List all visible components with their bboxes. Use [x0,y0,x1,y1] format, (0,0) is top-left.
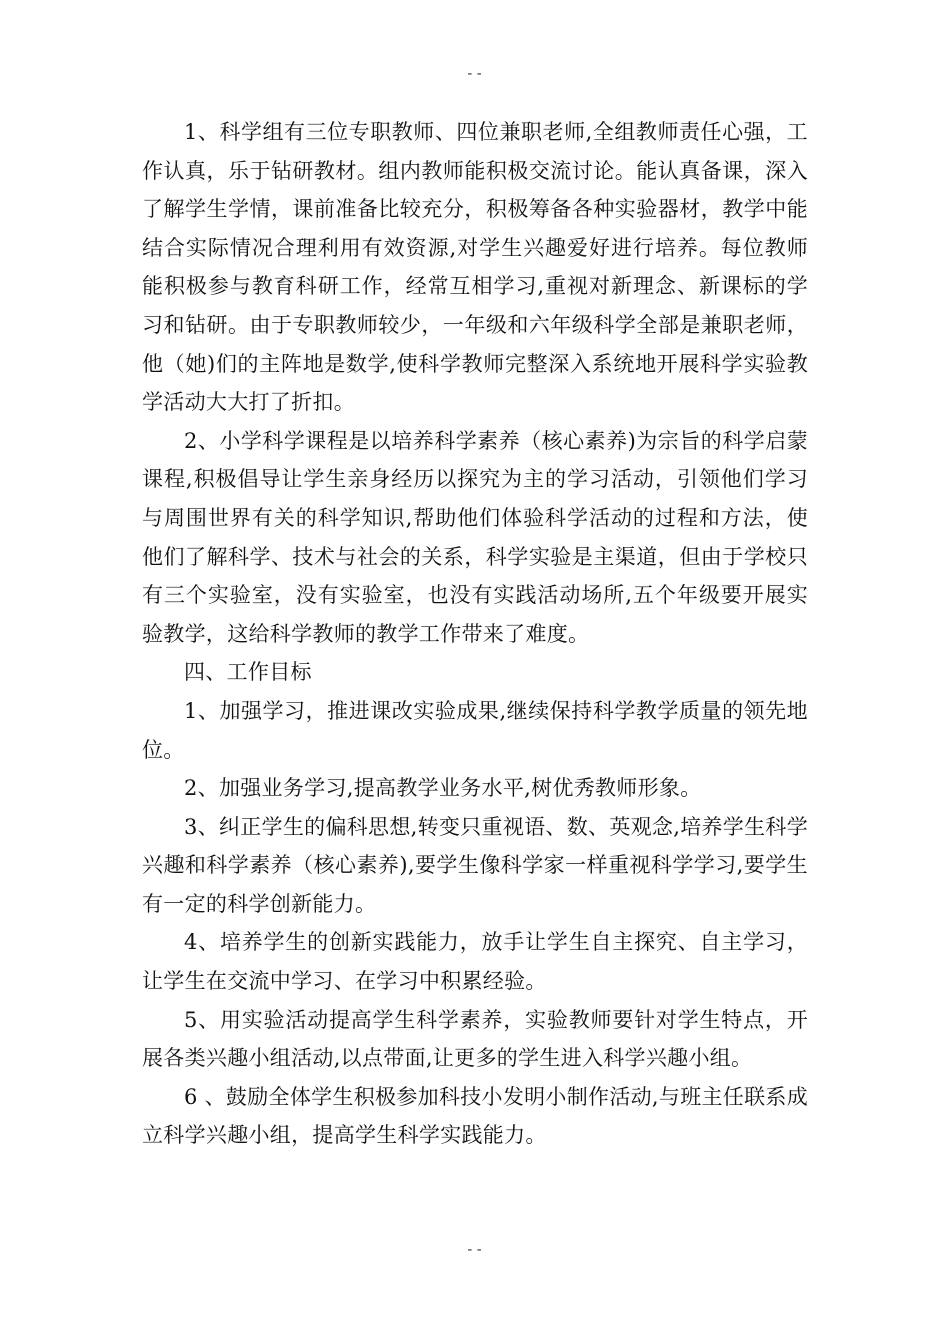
page-header-mark: -- [465,66,485,82]
goal-item-3: 3、纠正学生的偏科思想,转变只重视语、数、英观念,培养学生科学兴趣和科学素养（核心素养),要学生像科学家一样重视科学学习,要学生有一定的科学创新能力。 [142,814,809,916]
paragraph-teacher-team: 1、科学组有三位专职教师、四位兼职老师,全组教师责任心强，工作认真，乐于钻研教材。组内教师能积极交流讨论。能认真备课，深入了解学生学情，课前准备比较充分，积极筹备各种实验器材，教学中能结合实际情况合理利用有效资源,对学生兴趣爱好进行培养。每位教师能积极参与教育科研工作，经常互相学习,重视对新理念、新课标的学习和钻研。由于专职教师较少，一年级和六年级科学全部是兼职老师，他（她)们的主阵地是数学,使科学教师完整深入系统地开展科学实验教学活动大大打了折扣。 [142,120,808,415]
page-footer-mark: -- [465,1242,485,1258]
document-body [142,113,808,1155]
goal-item-5: 5、用实验活动提高学生科学素养，实验教师要针对学生特点，开展各类兴趣小组活动,以点带面,让更多的学生进入科学兴趣小组。 [142,1007,808,1071]
goal-item-4: 4、培养学生的创新实践能力，放手让学生自主探究、自主学习，让学生在交流中学习、在学习中积累经验。 [142,930,808,994]
paragraph-science-curriculum: 2、小学科学课程是以培养科学素养（核心素养)为宗旨的科学启蒙课程,积极倡导让学生亲身经历以探究为主的学习活动，引领他们学习与周围世界有关的科学知识,帮助他们体验科学活动的过程和方法，使他们了解科学、技术与社会的关系，科学实验是主渠道，但由于学校只有三个实验室，没有实验室，也没有实践活动场所,五个年级要开展实验教学，这给科学教师的教学工作带来了难度。 [142,428,808,646]
goal-item-1: 1、加强学习，推进课改实验成果,继续保持科学教学质量的领先地位。 [142,698,808,762]
section-heading-work-goals: 四、工作目标 [184,660,312,685]
goal-item-2: 2、加强业务学习,提高教学业务水平,树优秀教师形象。 [184,776,702,801]
goal-item-6: 6 、鼓励全体学生积极参加科技小发明小制作活动,与班主任联系成立科学兴趣小组，提高学生科学实践能力。 [142,1084,809,1148]
